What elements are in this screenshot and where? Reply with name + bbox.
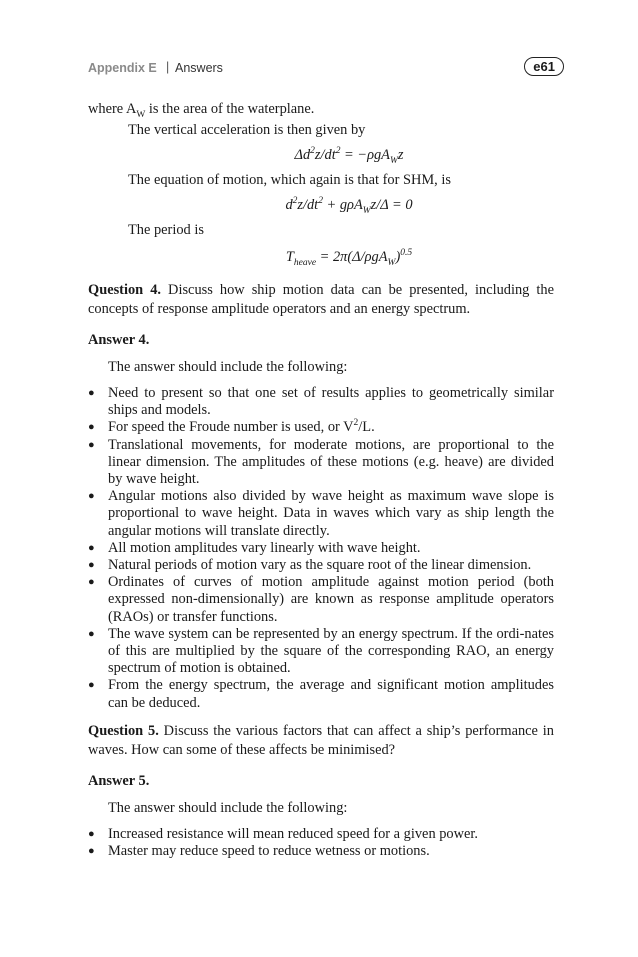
question-5-text: Discuss the various factors that can affect a ship’s performance in waves. How can some of these affects be minimised? — [88, 722, 554, 758]
list-item: ● Need to present so that one set of results applies to geometrically similar ships and models. — [88, 385, 554, 419]
list-item: ● Ordinates of curves of motion amplitude against motion period (both expressed non-dimensionally) are known as response amplitude operators (RAOs) or transfer functions. — [88, 574, 554, 626]
answer-5-intro: The answer should include the following: — [108, 799, 348, 816]
page-number: e61 — [524, 57, 564, 76]
list-item: ● From the energy spectrum, the average and significant motion amplitudes can be deduced. — [88, 677, 554, 711]
intro-paragraph-1: where $A_W$ is the area of the waterplane. — [88, 101, 315, 120]
equation-period: $T_{heave} = 2\pi(\Delta/\rho gA_W)^{0.5}$ — [285, 248, 413, 268]
answer-4-intro: The answer should include the following: — [108, 359, 348, 375]
question-5 — [88, 722, 554, 760]
answer-5-heading: Answer 5. — [88, 772, 150, 789]
intro-paragraph-4: The period is — [128, 222, 204, 238]
list-item: ● Natural periods of motion vary as the square root of the linear dimension. — [88, 557, 554, 574]
running-header — [88, 59, 564, 81]
intro-paragraph-2: The vertical acceleration is then given by — [128, 122, 366, 138]
list-item: ● Translational movements, for moderate motions, are proportional to the linear dimension. The amplitudes of these motions (e.g. heave) are divided by wave height. — [88, 437, 554, 489]
equation-motion: $d^2z/dt^2 + g\rho A_Wz/\Delta = 0$ — [285, 196, 413, 216]
list-item: ● The wave system can be represented by an energy spectrum. If the ordi-nates of this are multiplied by the square of the corresponding RAO, an energy spectrum of motion is obtained. — [88, 626, 554, 678]
header-title: Answers — [175, 61, 223, 75]
answer-4-heading: Answer 4. — [88, 332, 150, 348]
equation-acceleration: $\Delta d^2z/dt^2 = -\rho gA_Wz$ — [294, 146, 404, 166]
header-section: Appendix E — [88, 61, 157, 75]
answer-5-list — [88, 826, 554, 860]
page-body — [88, 100, 554, 860]
list-item: ● For speed the Froude number is used, or $V^2/L$. — [88, 419, 554, 436]
answer-4-list — [88, 385, 554, 712]
list-item: ● All motion amplitudes vary linearly with wave height. — [88, 540, 554, 557]
list-item: ● Master may reduce speed to reduce wetness or motions. — [88, 843, 554, 860]
question-4-label: Question 4. — [88, 282, 162, 298]
intro-paragraph-3: The equation of motion, which again is that for SHM, is — [128, 172, 451, 188]
question-4-text: Discuss how ship motion data can be presented, including the concepts of response amplitude operators and an energy spectrum. — [88, 282, 554, 317]
list-item: ● Angular motions also divided by wave height as maximum wave slope is proportional to wave height. Data in waves which vary as ship length the angular motions will translate directly. — [88, 488, 554, 540]
header-separator: | — [166, 60, 170, 74]
question-5-label: Question 5. — [88, 722, 159, 739]
list-item: ● Increased resistance will mean reduced speed for a given power. — [88, 826, 554, 843]
question-4 — [88, 281, 554, 319]
